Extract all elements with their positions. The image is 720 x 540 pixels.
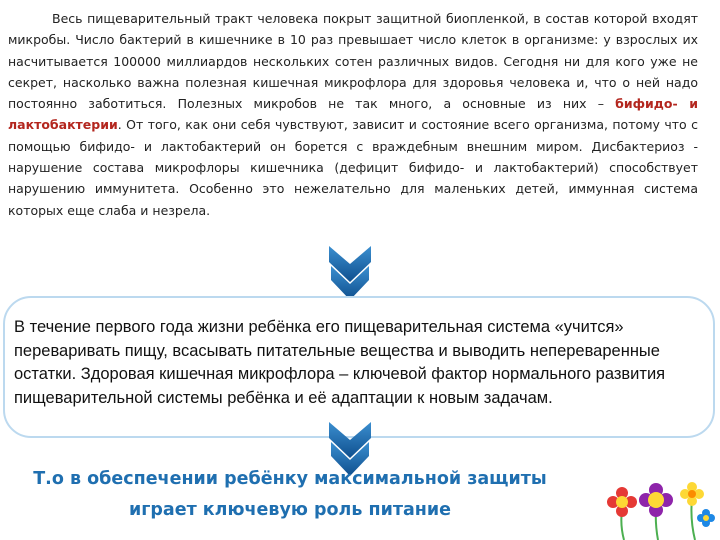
conclusion-line-1: Т.о в обеспечении ребёнку максимальной защиты: [33, 469, 547, 489]
info-box-text: В течение первого года жизни ребёнка его пищеварительная система «учится» переваривать пищу, всасывать питательные вещества и выводить непереваренные остатки. Здоровая кишечная микрофлора – ключевой фактор нормального развития пищеварительной системы ребёнка и её адаптации к новым задачам.: [14, 318, 666, 407]
intro-highlight: бифидо- и лактобактерии: [8, 96, 698, 133]
conclusion-line-2: играет ключевую роль питание: [128, 500, 452, 520]
arrow-down-icon: [325, 244, 375, 304]
intro-paragraph: [8, 8, 698, 221]
flowers-decoration: [600, 480, 716, 540]
conclusion-text: [0, 464, 580, 526]
intro-text-after: . От того, как они себя чувствуют, зависит и состояние всего организма, потому что с помощью бифидо- и лактобактерий он борется с враждебным внешним миром. Дисбактериоз - нарушение состава микрофлоры кишечника (дефицит бифидо- и лактобактерий) способствует нарушению иммунитета. Особенно это нежелательно для маленьких детей, иммунная система которых еще слаба и незрела.: [8, 117, 698, 218]
intro-text-before: Весь пищеварительный тракт человека покрыт защитной биопленкой, в состав которой входят микробы. Число бактерий в кишечнике в 10 раз превышает число клеток в организме: у взрослых их насчитывается 100000 миллиардов нескольких сотен различных видов. Сегодня ни для кого уже не секрет, насколько важна полезная кишечная микрофлора для здоровья человека и, что о ней надо постоянно заботиться. Полезных микробов не так много, а основные из них –: [8, 11, 698, 112]
